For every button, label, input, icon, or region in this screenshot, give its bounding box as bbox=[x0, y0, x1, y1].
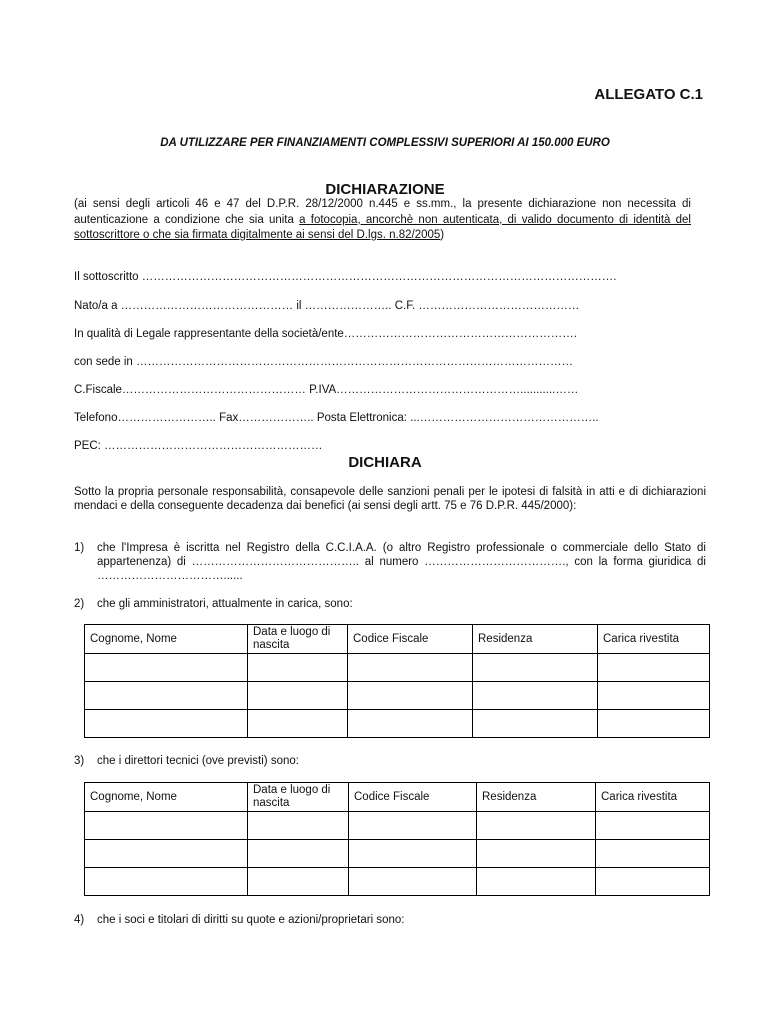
field-sottoscritto[interactable]: Il sottoscritto ……………………………………………………………………………………………………………. bbox=[74, 271, 617, 283]
table-cell[interactable] bbox=[598, 710, 710, 738]
list-item-3 bbox=[74, 754, 706, 768]
table-cell[interactable] bbox=[85, 812, 248, 840]
table-cell[interactable] bbox=[248, 812, 349, 840]
table-cell[interactable] bbox=[85, 840, 248, 868]
header-nome: Cognome, Nome bbox=[85, 783, 248, 812]
table-cell[interactable] bbox=[248, 654, 348, 682]
list-item-2 bbox=[74, 597, 706, 611]
table-cell[interactable] bbox=[248, 710, 348, 738]
field-telefono-fax-email[interactable]: Telefono…………………….. Fax……………….. Posta Elettronica: ...……………………………………….. bbox=[74, 412, 599, 424]
dichiara-title: DICHIARA bbox=[348, 454, 422, 471]
table-cell[interactable] bbox=[596, 868, 710, 896]
allegato-label: ALLEGATO C.1 bbox=[594, 86, 703, 103]
field-nato[interactable]: Nato/a a ……………………………………… il ………………….. C.F. …………………………………… bbox=[74, 300, 580, 312]
field-qualita[interactable]: In qualità di Legale rappresentante della società/ente……………………………………………………. bbox=[74, 328, 578, 340]
table-cell[interactable] bbox=[248, 840, 349, 868]
header-carica: Carica rivestita bbox=[596, 783, 710, 812]
item-number: 2) bbox=[74, 598, 85, 610]
table-cell[interactable] bbox=[349, 868, 477, 896]
table-cell[interactable] bbox=[598, 654, 710, 682]
table-cell[interactable] bbox=[473, 682, 598, 710]
table-cell[interactable] bbox=[85, 868, 248, 896]
table-cell[interactable] bbox=[477, 812, 596, 840]
item-text: che i soci e titolari di diritti su quote e azioni/proprietari sono: bbox=[97, 914, 405, 926]
table-cell[interactable] bbox=[349, 812, 477, 840]
table-row bbox=[85, 868, 710, 896]
table-row bbox=[85, 812, 710, 840]
header-residenza: Residenza bbox=[477, 783, 596, 812]
amministratori-table bbox=[84, 624, 710, 738]
header-residenza: Residenza bbox=[473, 625, 598, 654]
table-cell[interactable] bbox=[348, 682, 473, 710]
table-cell[interactable] bbox=[598, 682, 710, 710]
header-carica: Carica rivestita bbox=[598, 625, 710, 654]
table-header-row bbox=[85, 783, 710, 812]
table-cell[interactable] bbox=[349, 840, 477, 868]
intro-text: (ai sensi degli articoli 46 e 47 del D.P.R. 28/12/2000 n.445 e ss.mm., la presente dichiarazione non necessita di autenticazione a condizione che sia unita bbox=[74, 198, 691, 226]
table-cell[interactable] bbox=[596, 812, 710, 840]
table-cell[interactable] bbox=[85, 710, 248, 738]
direttori-tecnici-table bbox=[84, 782, 710, 896]
table-row bbox=[85, 654, 710, 682]
list-item-1 bbox=[74, 541, 706, 583]
document-subtitle: DA UTILIZZARE PER FINANZIAMENTI COMPLESSIVI SUPERIORI AI 150.000 EURO bbox=[160, 137, 610, 149]
table-cell[interactable] bbox=[473, 654, 598, 682]
item-number: 3) bbox=[74, 755, 85, 767]
intro-underlined-text: a fotocopia, ancorchè non autenticata, di valido documento di identità del sottoscrittore o che sia firmata digitalmente ai sensi del D.lgs. n.82/2005 bbox=[74, 213, 691, 241]
table-cell[interactable] bbox=[477, 868, 596, 896]
item-text[interactable]: che l'Impresa è iscritta nel Registro della C.C.I.A.A. (o altro Registro professionale o commerciale dello Stato di appartenenza) di …………………………………….. al numero ………………………………., con la forma giuridica di ……………………………...... bbox=[97, 542, 706, 582]
table-cell[interactable] bbox=[85, 682, 248, 710]
table-cell[interactable] bbox=[248, 682, 348, 710]
item-number: 1) bbox=[74, 542, 85, 554]
header-data-luogo: Data e luogo di nascita bbox=[248, 783, 349, 812]
list-item-4 bbox=[74, 913, 706, 927]
field-fiscale-piva[interactable]: C.Fiscale………………………………………… P.IVA…………………………………………...........…… bbox=[74, 384, 579, 396]
table-cell[interactable] bbox=[473, 710, 598, 738]
field-pec[interactable]: PEC: ………………………………………………… bbox=[74, 440, 323, 452]
item-text: che gli amministratori, attualmente in carica, sono: bbox=[97, 598, 353, 610]
dichiara-intro: Sotto la propria personale responsabilità, consapevole delle sanzioni penali per le ipotesi di falsità in atti e di dichiarazioni mendaci e della conseguente decadenza dai benefici (ai sensi degli artt. 75 e 76 D.P.R. 445/2000): bbox=[74, 486, 706, 512]
table-cell[interactable] bbox=[85, 654, 248, 682]
table-row bbox=[85, 710, 710, 738]
dichiarazione-title: DICHIARAZIONE bbox=[325, 181, 445, 198]
table-cell[interactable] bbox=[477, 840, 596, 868]
table-cell[interactable] bbox=[348, 654, 473, 682]
header-codice-fiscale: Codice Fiscale bbox=[349, 783, 477, 812]
table-cell[interactable] bbox=[348, 710, 473, 738]
header-codice-fiscale: Codice Fiscale bbox=[348, 625, 473, 654]
table-row bbox=[85, 682, 710, 710]
dichiarazione-intro bbox=[74, 197, 691, 244]
item-number: 4) bbox=[74, 914, 85, 926]
header-nome: Cognome, Nome bbox=[85, 625, 248, 654]
intro-close: ) bbox=[440, 229, 445, 241]
header-data-luogo: Data e luogo di nascita bbox=[248, 625, 348, 654]
table-cell[interactable] bbox=[248, 868, 349, 896]
table-header-row bbox=[85, 625, 710, 654]
table-row bbox=[85, 840, 710, 868]
field-sede[interactable]: con sede in …………………………………………………………………………………………………… bbox=[74, 356, 574, 368]
table-cell[interactable] bbox=[596, 840, 710, 868]
item-text: che i direttori tecnici (ove previsti) sono: bbox=[97, 755, 299, 767]
